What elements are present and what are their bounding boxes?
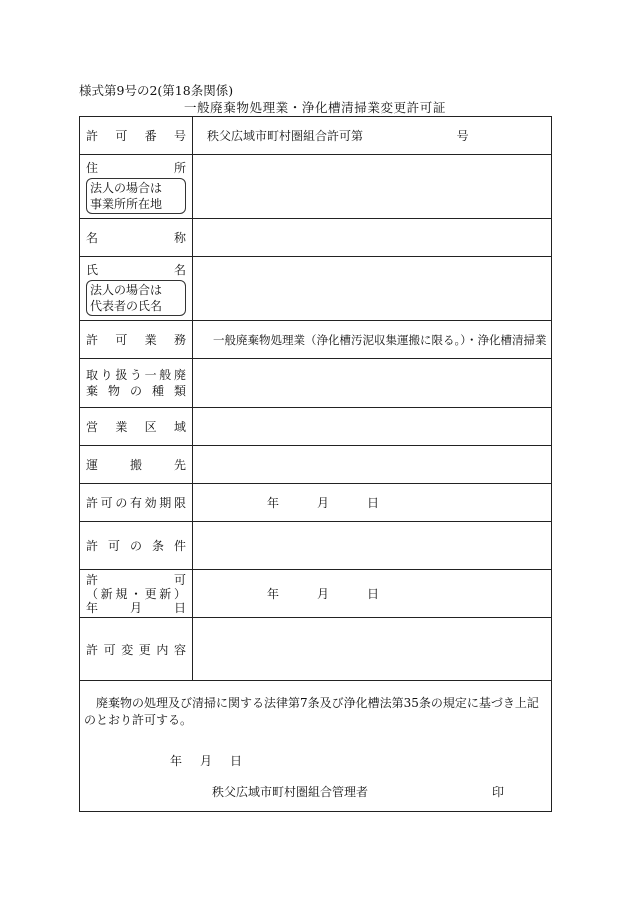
- permit-date-month: 月: [317, 587, 330, 601]
- closing-section: [80, 681, 552, 812]
- person-note-line2: 代表者の氏名: [90, 299, 163, 313]
- label-change: [80, 618, 193, 681]
- address-note-bracket: [86, 178, 186, 214]
- value-waste-type: [193, 359, 552, 408]
- label-area-text: 営 業 区 域: [86, 420, 186, 434]
- label-destination-text: 運 搬 先: [86, 458, 186, 472]
- row-permit-date: [80, 570, 552, 618]
- label-destination: [80, 446, 193, 484]
- label-person: [80, 257, 193, 321]
- validity-day: 日: [367, 496, 380, 510]
- form-number: 様式第9号の2(第18条関係): [79, 83, 234, 98]
- value-name: [193, 219, 552, 257]
- closing-date: [84, 753, 547, 770]
- row-business: [80, 321, 552, 359]
- value-address: [193, 155, 552, 219]
- seal-mark: 印: [492, 785, 505, 799]
- administrator-line: [84, 784, 547, 801]
- value-conditions: [193, 522, 552, 570]
- label-permit-date: [80, 570, 193, 618]
- address-note-line1: 法人の場合は: [90, 181, 163, 195]
- value-permit-date: [193, 570, 552, 618]
- label-change-text: 許 可 変 更 内 容: [86, 642, 186, 657]
- row-address: [80, 155, 552, 219]
- document-title: 一般廃棄物処理業・浄化槽清掃業変更許可証: [183, 100, 446, 115]
- label-conditions: [80, 522, 193, 570]
- validity-year: 年: [267, 496, 280, 510]
- administrator-name: 秩父広域市町村圏組合管理者: [212, 785, 369, 799]
- row-waste-type: [80, 359, 552, 408]
- row-conditions: [80, 522, 552, 570]
- value-business: 一般廃棄物処理業（浄化槽汚泥収集運搬に限る。）・浄化槽清掃業: [193, 321, 552, 359]
- value-validity: [193, 484, 552, 522]
- label-address: [80, 155, 193, 219]
- value-person: [193, 257, 552, 321]
- permit-date-day: 日: [367, 587, 380, 601]
- label-name: [80, 219, 193, 257]
- permit-number-suffix: 号: [456, 129, 469, 143]
- closing-month: 月: [200, 754, 213, 768]
- label-conditions-text: 許 可 の 条 件: [86, 539, 186, 553]
- row-permit-number: [80, 117, 552, 155]
- label-business: [80, 321, 193, 359]
- value-change: [193, 618, 552, 681]
- row-area: [80, 408, 552, 446]
- person-note-bracket: [86, 280, 186, 316]
- label-name-text: 名 称: [86, 231, 186, 245]
- row-validity: [80, 484, 552, 522]
- label-permit-date-line2: （ 新 規 ・ 更 新 ）: [86, 586, 186, 601]
- closing-year: 年: [170, 754, 183, 768]
- label-permit-date-line3: 年 月 日: [86, 600, 186, 615]
- row-name: [80, 219, 552, 257]
- permit-table: [79, 116, 552, 812]
- permit-number-prefix: 秩父広域市町村圏組合許可第: [207, 129, 364, 143]
- label-waste-type-line2: 棄 物 の 種 類: [86, 384, 186, 398]
- label-validity-text: 許 可 の 有 効 期 限: [86, 496, 186, 510]
- label-address-text: 住 所: [86, 161, 186, 175]
- label-waste-type-line1: 取 り 扱 う 一 般 廃: [86, 368, 186, 382]
- closing-statement: 廃棄物の処理及び清掃に関する法律第7条及び浄化槽法第35条の規定に基づき上記のとおり許可する。: [84, 696, 539, 727]
- label-permit-number: [80, 117, 193, 155]
- label-area: [80, 408, 193, 446]
- closing-day: 日: [230, 754, 243, 768]
- label-validity: [80, 484, 193, 522]
- person-note-line1: 法人の場合は: [90, 283, 163, 297]
- label-permit-number-text: 許 可 番 号: [86, 129, 186, 143]
- value-area: [193, 408, 552, 446]
- row-closing: [80, 681, 552, 812]
- label-permit-date-line1: 許 可: [86, 572, 186, 587]
- row-change: [80, 618, 552, 681]
- row-destination: [80, 446, 552, 484]
- row-person: [80, 257, 552, 321]
- validity-month: 月: [317, 496, 330, 510]
- value-destination: [193, 446, 552, 484]
- label-waste-type: [80, 359, 193, 408]
- address-note-line2: 事業所所在地: [90, 197, 163, 211]
- label-person-text: 氏 名: [86, 263, 186, 277]
- label-business-text: 許 可 業 務: [86, 333, 186, 347]
- permit-date-year: 年: [267, 587, 280, 601]
- value-permit-number: [193, 117, 552, 155]
